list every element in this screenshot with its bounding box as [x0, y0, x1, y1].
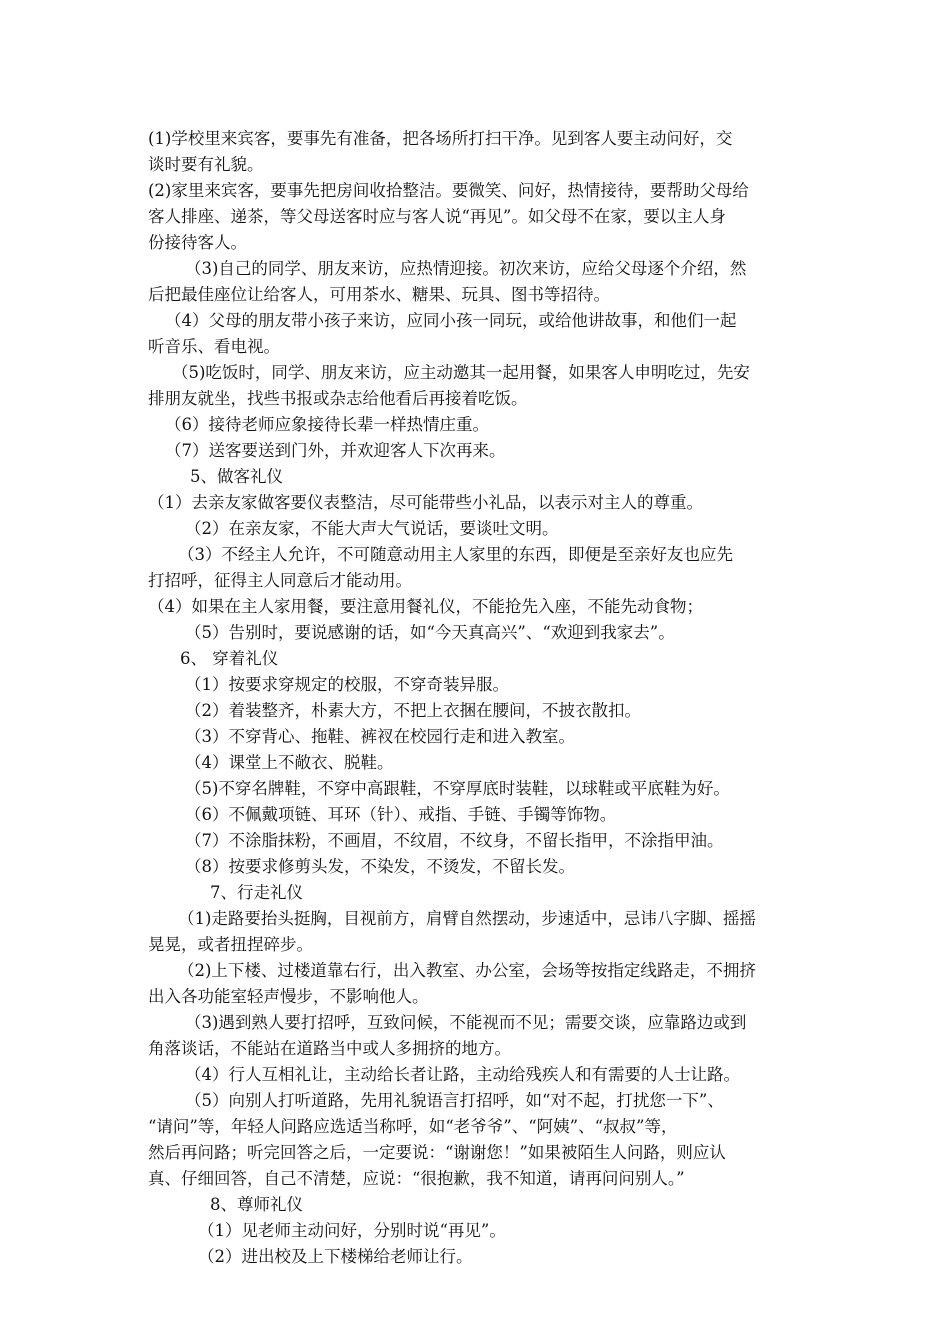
text-line: (1)学校里来宾客，要事先有准备，把各场所打扫干净。见到客人要主动问好，交	[148, 129, 733, 148]
text-line: （2）进出校及上下楼梯给老师让行。	[198, 1247, 473, 1266]
text-line: （6）接待老师应象接待长辈一样热情庄重。	[165, 415, 489, 434]
section-heading: 6、 穿着礼仪	[180, 649, 279, 668]
text-line: 然后再问路；听完回答之后，一定要说：“谢谢您！”如果被陌生人问路，则应认	[148, 1143, 726, 1162]
text-line: （1）去亲友家做客要仪表整洁，尽可能带些小礼品，以表示对主人的尊重。	[148, 493, 703, 512]
text-line: （3）不穿背心、拖鞋、裤衩在校园行走和进入教室。	[185, 727, 575, 746]
section-heading: 5、做客礼仪	[190, 467, 283, 486]
text-line: （3)遇到熟人要打招呼，互致问候，不能视而不见；需要交谈，应靠路边或到	[185, 1013, 747, 1032]
text-line: （4）如果在主人家用餐，要注意用餐礼仪，不能抢先入座，不能先动食物；	[148, 597, 703, 616]
text-line: 谈时要有礼貌。	[148, 155, 264, 174]
text-line: （1）见老师主动问好，分别时说“再见”。	[198, 1221, 506, 1240]
text-line: 听音乐、看电视。	[148, 337, 280, 356]
text-line: （5）向别人打听道路，先用礼貌语言打招呼，如“对不起，打扰您一下”、	[185, 1091, 724, 1110]
section-heading: 7、行走礼仪	[210, 883, 303, 902]
text-line: （3)自己的同学、朋友来访，应热情迎接。初次来访，应给父母逐个介绍，然	[185, 259, 747, 278]
text-line: （8）按要求修剪头发，不染发，不烫发，不留长发。	[185, 857, 575, 876]
text-line: （3）不经主人允许，不可随意动用主人家里的东西，即便是至亲好友也应先	[178, 545, 733, 564]
text-line: 打招呼，征得主人同意后才能动用。	[148, 571, 412, 590]
text-line: 真、仔细回答，自己不清楚，应说：“很抱歉，我不知道，请再问问别人。”	[148, 1169, 685, 1188]
text-line: （1)走路要抬头挺胸，目视前方，肩臂自然摆动，步速适中，忌讳八字脚、摇摇	[178, 909, 756, 928]
text-line: 客人排座、递茶，等父母送客时应与客人说“再见”。如父母不在家，要以主人身	[148, 207, 726, 226]
text-line: “请问”等，年轻人问路应选适当称呼，如“老爷爷”、“阿姨”、“叔叔”等，	[148, 1117, 678, 1136]
text-line: （5)吃饭时，同学、朋友来访，应主动邀其一起用餐，如果客人申明吃过，先安	[172, 363, 750, 382]
text-line: （2）在亲友家，不能大声大气说话，要谈吐文明。	[185, 519, 559, 538]
text-line: （2）着装整齐，朴素大方，不把上衣捆在腰间，不披衣散扣。	[185, 701, 641, 720]
text-line: （2)上下楼、过楼道靠右行，出入教室、办公室，会场等按指定线路走，不拥挤	[178, 961, 756, 980]
text-line: 排朋友就坐，找些书报或杂志给他看后再接着吃饭。	[148, 389, 528, 408]
text-line: （4）行人互相礼让，主动给长者让路，主动给残疾人和有需要的人士让路。	[185, 1065, 740, 1084]
text-line: （7）送客要送到门外，并欢迎客人下次再来。	[165, 441, 506, 460]
section-heading: 8、尊师礼仪	[210, 1195, 303, 1214]
text-line: （1）按要求穿规定的校服，不穿奇装异服。	[185, 675, 509, 694]
text-line: （6）不佩戴项链、耳环（针）、戒指、手链、手镯等饰物。	[185, 805, 617, 824]
text-line: （5）告别时，要说感谢的话，如“今天真高兴”、“欢迎到我家去”。	[185, 623, 675, 642]
text-line: （4）父母的朋友带小孩子来访，应同小孩一同玩，或给他讲故事，和他们一起	[165, 311, 737, 330]
text-line: 后把最佳座位让给客人，可用茶水、糖果、玩具、图书等招待。	[148, 285, 610, 304]
text-line: 角落谈话，不能站在道路当中或人多拥挤的地方。	[148, 1039, 511, 1058]
text-line: 出入各功能室轻声慢步，不影响他人。	[148, 987, 429, 1006]
text-line: 晃晃，或者扭捏碎步。	[148, 935, 313, 954]
text-line: 份接待客人。	[148, 233, 247, 252]
text-line: (2)家里来宾客，要事先把房间收拾整洁。要微笑、问好，热情接待，要帮助父母给	[148, 181, 749, 200]
text-line: （7）不涂脂抹粉，不画眉，不纹眉，不纹身，不留长指甲，不涂指甲油。	[185, 831, 724, 850]
text-line: （4）课堂上不敞衣、脱鞋。	[185, 753, 394, 772]
text-line: （5)不穿名牌鞋，不穿中高跟鞋，不穿厚底时装鞋，以球鞋或平底鞋为好。	[185, 779, 730, 798]
